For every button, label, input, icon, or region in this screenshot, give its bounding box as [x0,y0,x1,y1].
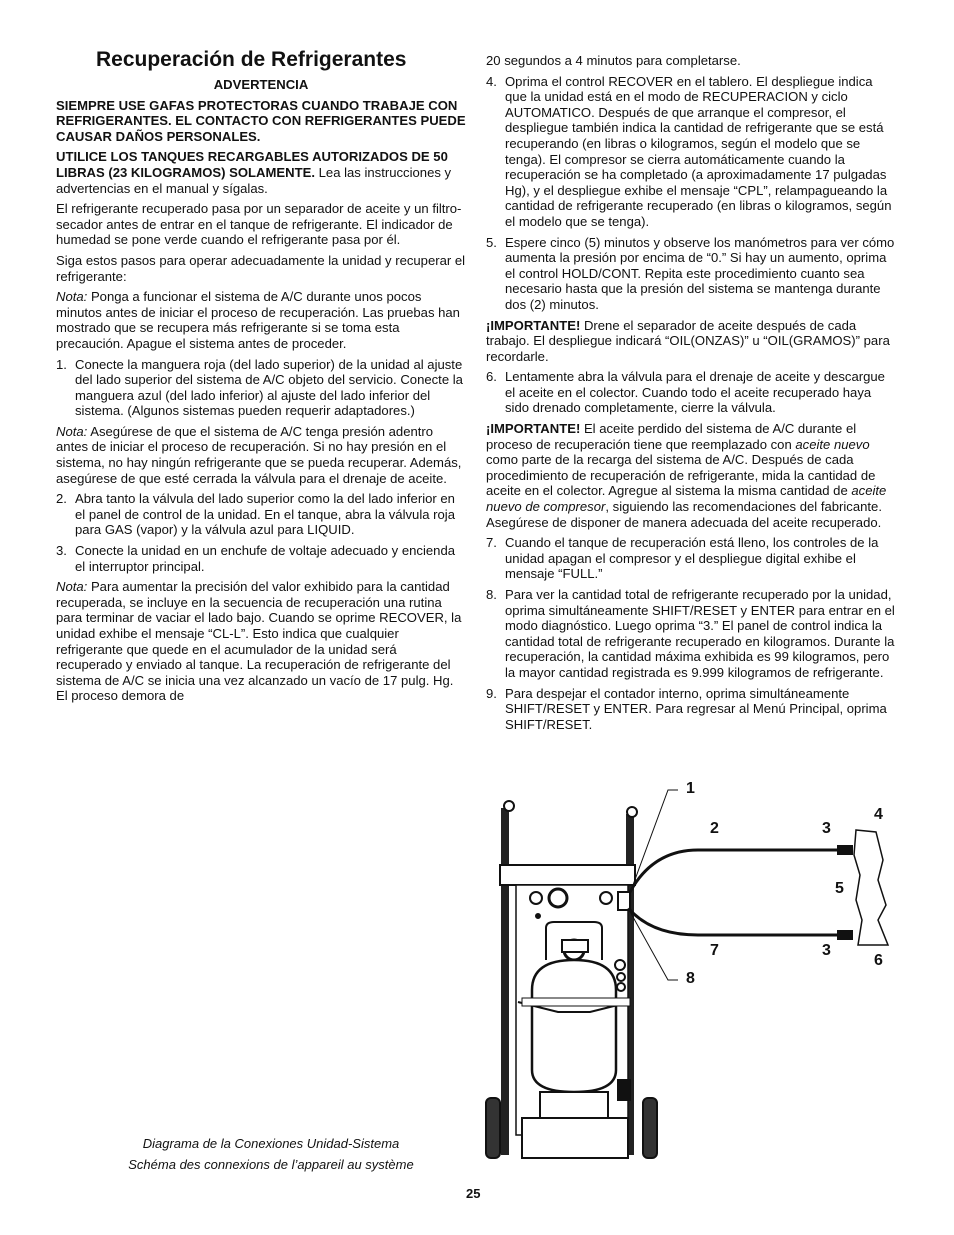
important-label: ¡IMPORTANTE! [486,317,581,333]
callout-2: 2 [710,820,719,837]
note-3 [56,579,466,704]
note-text: Asegúrese de que el sistema de A/C tenga presión adentro antes de iniciar el proceso de recuperación. Si no hay presión en el sistema, no hay ningún refrigerante que se pueda recuperar. Además, asegúrese de que esté cerrada la válvula para el drenaje de aceite. [56,423,462,486]
callout-8: 8 [686,970,695,987]
steps-intro: Siga estos pasos para operar adecuadamente la unidad y recuperar el refrigerante: [56,252,466,284]
step-9 [486,686,898,733]
step-3 [56,543,466,574]
step-number: 4. [486,73,497,89]
callout-7: 7 [710,942,719,959]
diagram-caption-fr: Schéma des connexions de l’appareil au système [128,1157,414,1172]
steps-list-1 [56,357,466,419]
step-number: 6. [486,369,497,385]
step-number: 1. [56,356,67,372]
warning-heading: ADVERTENCIA [213,77,309,92]
step-7 [486,535,898,582]
important-label: ¡IMPORTANTE! [486,421,581,437]
step-text: Espere cinco (5) minutos y observe los manómetros para ver cómo aumenta la presión por encima de “0.” Si hay un aumento, oprima el control HOLD/CONT. Repita este procedimiento cuanto sea necesario hasta que la presión del sistema se mantenga durante dos (2) minutos. [505,234,895,312]
important-text-b: como parte de la recarga del sistema de A/C. Después de cada procedimiento de recuperación de refrigerante, mida la cantidad de aceite en el colector. Agregue al sistema la misma cantidad de [486,452,876,499]
important-text-c: , siguiendo las recomendaciones del fabricante. Asegúrese de disponer de manera adecuada del aceite recuperado. [486,499,882,530]
step-text: Abra tanto la válvula del lado superior como la del lado inferior en el panel de control de la unidad. En el tanque, abra la válvula roja para GAS (vapor) y la válvula azul para LIQUID. [75,491,455,538]
right-column [486,53,898,737]
step-number: 2. [56,491,67,507]
left-column [56,48,466,709]
diagram-caption-es: Diagrama de la Conexiones Unidad-Sistema [142,1136,400,1151]
step-number: 9. [486,685,497,701]
page-title: Recuperación de Refrigerantes [96,48,407,71]
callout-3-bottom: 3 [822,942,831,959]
callout-1: 1 [686,780,695,797]
warning-text: SIEMPRE USE GAFAS PROTECTORAS CUANDO TRABAJE CON REFRIGERANTES. EL CONTACTO CON REFRIGERANTES PUEDE CAUSAR DAÑOS PERSONALES. [56,97,466,144]
note-text: Para aumentar la precisión del valor exhibido para la cantidad recuperada, se incluye en la secuencia de recuperación una rutina para terminar de vaciar el lado bajo. Cuando se oprime RECOVER, la unidad exhibe el mensaje “CL-L”. Esto indica que cualquier refrigerante que quede en el acumulador de la unidad será recuperado y enviado al tanque. La recuperación de refrigerante del sistema de A/C se inicia una vez alcanzado un vacío de 17 pulg. Hg. El proceso demora de [56,579,462,704]
steps-list-2 [56,491,466,574]
note-1 [56,289,466,351]
important-italic-2: aceite nuevo de compresor [486,483,887,515]
page-number: 25 [466,1186,481,1201]
step-text: Lentamente abra la válvula para el drenaje de aceite y descargue el aceite en el colector. Cuando todo el aceite recuperado haya sido drenado completamente, cierre la válvula. [505,369,885,416]
step-text: Conecte la unidad en un enchufe de voltaje adecuado y encienda el interruptor principal. [75,543,456,574]
callout-5: 5 [835,880,844,897]
steps-list-3 [486,74,898,313]
step-text: Para ver la cantidad total de refrigerante recuperado por la unidad, oprima simultáneamente SHIFT/RESET y ENTER para entrar en el modo diagnóstico. Luego oprima “3.” El panel de control indica la cantidad total de refrigerante recuperado en kilogramos. Durante la recuperación, la cantidad máxima exhibida es 99 kilogramos, pero la mayor cantidad registrada es 9.999 kilogramos de refrigerante. [505,587,895,680]
tanks-rest: Lea las instrucciones y advertencias en el manual y sígalas. [56,164,452,196]
step-1 [56,357,466,419]
important-text: Drene el separador de aceite después de cada trabajo. El despliegue indicará “OIL(ONZAS)” u “OIL(GRAMOS)” para recordarle. [486,317,890,364]
step-number: 5. [486,234,497,250]
step-4 [486,74,898,230]
note-2 [56,424,466,486]
refrigerant-paragraph: El refrigerante recuperado pasa por un separador de aceite y un filtro-secador antes de entrar en el tanque de refrigerante. El indicador de humedad se pone verde cuando el refrigerante pasa por él. [56,201,462,248]
note-label: Nota: [56,423,88,439]
tanks-bold: UTILICE LOS TANQUES RECARGABLES AUTORIZADOS DE 50 LIBRAS (23 KILOGRAMOS) SOLAMENTE. [56,149,448,180]
important-text-a: El aceite perdido del sistema de A/C durante el proceso de recuperación tiene que reemplazado con [486,421,857,452]
step-2 [56,491,466,538]
steps-list-4 [486,369,898,416]
tanks-paragraph [56,149,466,196]
step-8 [486,587,898,681]
step-text: Para despejar el contador interno, oprima simultáneamente SHIFT/RESET y ENTER. Para regresar al Menú Principal, oprima SHIFT/RESET. [505,685,887,732]
note-label: Nota: [56,579,88,595]
continued-text: 20 segundos a 4 minutos para completarse. [486,53,741,68]
step-text: Oprima el control RECOVER en el tablero. El despliegue indica que la unidad está en el modo de RECUPERACION y ciclo AUTOMATICO. Después de que arranque el compresor, el despliegue también indica la cantidad de refrigerante que se está recuperando (en libras o kilogramos, según el modelo que se tenga). El compresor se cierra automáticamente cuando la recuperación se ha completado (a aproximadamente 17 pulgadas Hg), y el despliegue exhibe el mensaje “CPL”, relampagueando la cantidad de refrigerante recuperado (en libras o kilogramos, según el modelo que se tenga). [505,73,892,229]
important-italic-1: aceite nuevo [795,436,870,452]
step-number: 3. [56,543,67,559]
callout-4: 4 [874,806,883,823]
callout-3-top: 3 [822,820,831,837]
step-number: 8. [486,587,497,602]
step-6 [486,369,898,416]
callout-6: 6 [874,952,883,969]
steps-list-5 [486,535,898,732]
note-text: Ponga a funcionar el sistema de A/C durante unos pocos minutos antes de iniciar el proceso de recuperación. Las pruebas han mostrado que se recupera más refrigerante si se toma esta precaución. Apague el sistema antes de proceder. [56,289,460,351]
step-number: 7. [486,535,497,551]
important-2 [486,421,898,530]
step-text: Cuando el tanque de recuperación está lleno, los controles de la unidad apagan el compresor y el despliegue digital exhibe el mensaje “FULL.” [505,535,879,582]
important-1 [486,318,898,365]
connection-diagram [478,780,898,1185]
step-5 [486,235,898,313]
step-text: Conecte la manguera roja (del lado superior) de la unidad al ajuste del lado superior del sistema de A/C objeto del servicio. Conecte la manguera azul (del lado inferior) al ajuste del lado inferior del sistema. (Algunos sistemas pueden requerir adaptadores.) [75,356,463,419]
note-label: Nota: [56,289,88,305]
